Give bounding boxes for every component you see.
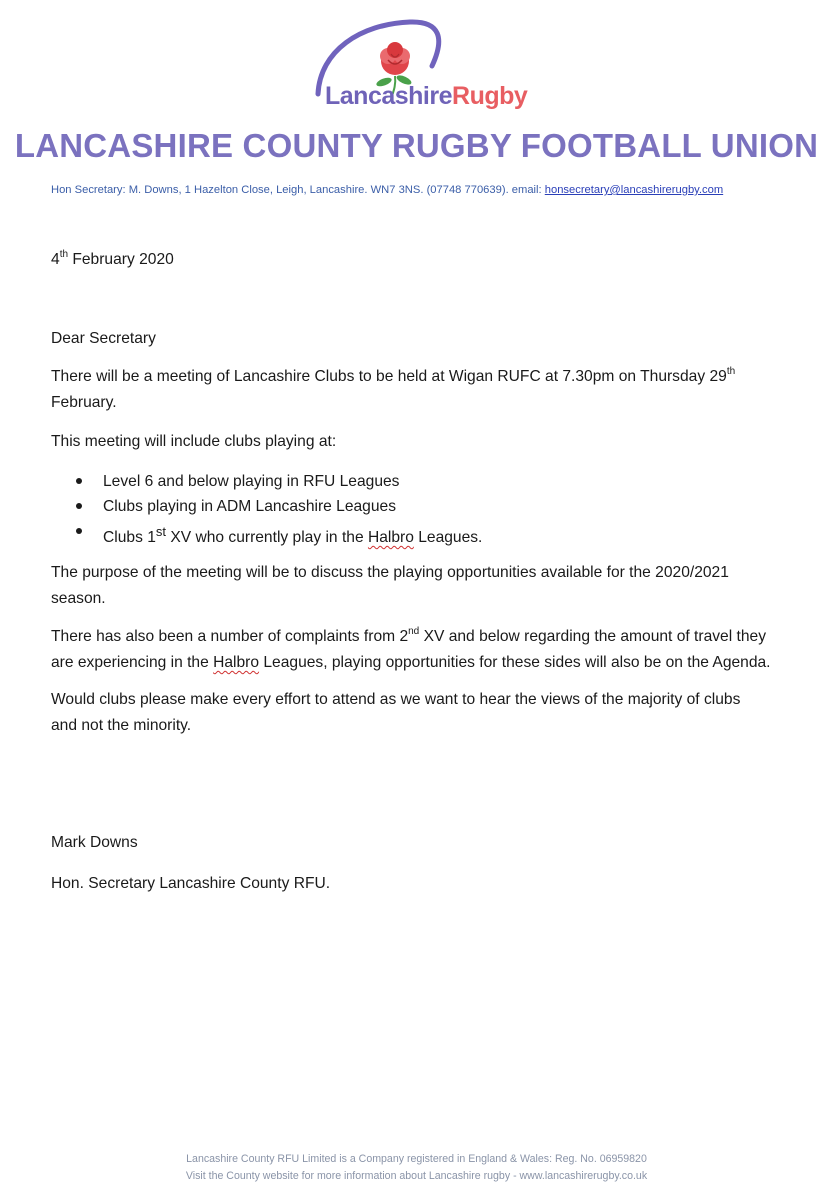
bullet-text: Level 6 and below playing in RFU Leagues bbox=[103, 473, 400, 490]
paragraph-5-line-2: and not the minority. bbox=[51, 717, 192, 734]
list-item bbox=[51, 494, 482, 519]
signature-title: Hon. Secretary Lancashire County RFU. bbox=[51, 875, 331, 892]
p1-suffix: th bbox=[726, 365, 736, 377]
paragraph-3-line-2: season. bbox=[51, 590, 106, 607]
date-day: 4 bbox=[51, 251, 60, 268]
paragraph-2: This meeting will include clubs playing at: bbox=[51, 433, 337, 450]
bullet-text-b: XV who currently play in the bbox=[166, 529, 368, 547]
logo-wordmark bbox=[325, 82, 527, 111]
date-rest: February 2020 bbox=[68, 251, 174, 268]
paragraph-3-line-1: The purpose of the meeting will be to discuss the playing opportunities available for the 2020/2021 bbox=[51, 564, 729, 581]
bullet-text-a: Clubs 1 bbox=[103, 529, 156, 547]
salutation: Dear Secretary bbox=[51, 330, 156, 347]
bullet-icon bbox=[76, 478, 82, 484]
clubs-bullet-list bbox=[51, 469, 482, 550]
bullet-text-c: Leagues. bbox=[413, 529, 483, 547]
halbro-word: Halbro bbox=[367, 529, 414, 547]
p4-text-a: There has also been a number of complaints from 2 bbox=[51, 628, 409, 645]
halbro-word: Halbro bbox=[213, 654, 260, 671]
address-line bbox=[51, 184, 723, 196]
organisation-title: LANCASHIRE COUNTY RUGBY FOOTBALL UNION bbox=[14, 127, 819, 164]
list-item bbox=[51, 519, 482, 550]
footer-website-info: Visit the County website for more information about Lancashire rugby - www.lancashirerugby.co.uk bbox=[185, 1170, 648, 1182]
logo-text-lancashire: Lancashire bbox=[325, 82, 453, 110]
p4-sup: nd bbox=[408, 625, 420, 637]
p1-text: There will be a meeting of Lancashire Clubs to be held at Wigan RUFC at 7.30pm on Thursday 29 bbox=[51, 368, 727, 385]
address-text: Hon Secretary: M. Downs, 1 Hazelton Close, Leigh, Lancashire. WN7 3NS. (07748 770639). email: bbox=[51, 184, 545, 196]
p4-line2-a: are experiencing in the bbox=[51, 654, 214, 671]
paragraph-1-line-2: February. bbox=[51, 394, 117, 411]
list-item bbox=[51, 469, 482, 494]
paragraph-4-line-1 bbox=[51, 624, 766, 650]
p4-line2-b: Leagues, playing opportunities for these sides will also be on the Agenda. bbox=[259, 654, 771, 671]
paragraph-5-line-1: Would clubs please make every effort to attend as we want to hear the views of the majority of clubs bbox=[51, 691, 741, 708]
bullet-icon bbox=[76, 528, 82, 534]
p4-text-b: XV and below regarding the amount of travel they bbox=[419, 628, 766, 645]
letter-date bbox=[51, 247, 174, 273]
paragraph-1-line-1 bbox=[51, 364, 735, 390]
paragraph-4-line-2 bbox=[51, 650, 771, 676]
bullet-sup: st bbox=[155, 524, 166, 539]
signature-name: Mark Downs bbox=[51, 834, 138, 851]
logo-text-rugby: Rugby bbox=[452, 82, 528, 110]
bullet-text: Clubs playing in ADM Lancashire Leagues bbox=[103, 498, 396, 515]
bullet-icon bbox=[76, 503, 82, 509]
date-suffix: th bbox=[59, 248, 69, 260]
email-link[interactable]: honsecretary@lancashirerugby.com bbox=[544, 184, 724, 196]
footer-company-info: Lancashire County RFU Limited is a Company registered in England & Wales: Reg. No. 06959820 bbox=[186, 1153, 647, 1165]
